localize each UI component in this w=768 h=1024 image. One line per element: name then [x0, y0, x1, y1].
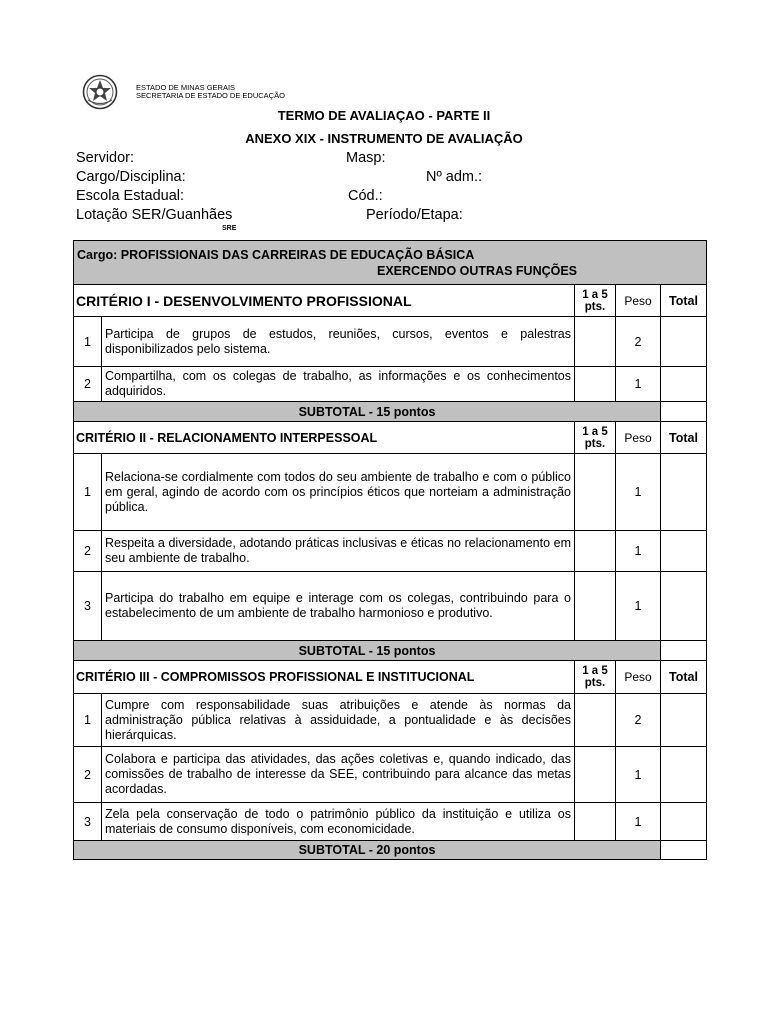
escola-estadual-label: Escola Estadual: — [76, 188, 185, 204]
item-weight: 2 — [616, 317, 661, 367]
subtotal-label: SUBTOTAL - 15 pontos — [74, 641, 661, 661]
item-description: Relaciona-se cordialmente com todos do seu ambiente de trabalho e com o público em geral, agindo de acordo com os princípios éticos que norteiam a administração pública. — [102, 454, 575, 531]
score-cell[interactable] — [575, 747, 616, 803]
state-name: ESTADO DE MINAS GERAIS — [136, 83, 236, 92]
evaluation-table — [73, 240, 707, 860]
table-row — [74, 454, 707, 531]
item-number: 1 — [74, 454, 102, 531]
subtotal-value-cell[interactable] — [661, 841, 707, 860]
institution-name — [136, 84, 285, 100]
criterion-header-row — [74, 422, 707, 454]
score-cell[interactable] — [575, 454, 616, 531]
criterion-title: CRITÉRIO I - DESENVOLVIMENTO PROFISSIONAL — [74, 285, 575, 317]
subtotal-value-cell[interactable] — [661, 641, 707, 661]
cargo-header-cell — [74, 241, 707, 285]
total-column-header: Total — [661, 285, 707, 317]
subtotal-label: SUBTOTAL - 20 pontos — [74, 841, 661, 860]
total-cell[interactable] — [661, 803, 707, 841]
item-description: Participa do trabalho em equipe e interage com os colegas, contribuindo para o estabelecimento de um ambiente de trabalho harmonioso e produtivo. — [102, 572, 575, 641]
item-weight: 1 — [616, 454, 661, 531]
periodo-etapa-label: Período/Etapa: — [366, 207, 463, 223]
table-row — [74, 694, 707, 747]
table-row — [74, 572, 707, 641]
item-description: Participa de grupos de estudos, reuniões, cursos, eventos e palestras disponibilizados pelo sistema. — [102, 317, 575, 367]
item-weight: 2 — [616, 694, 661, 747]
item-weight: 1 — [616, 572, 661, 641]
secretariat-name: SECRETARIA DE ESTADO DE EDUCAÇÃO — [136, 91, 285, 100]
item-number: 1 — [74, 694, 102, 747]
total-cell[interactable] — [661, 367, 707, 402]
item-number: 1 — [74, 317, 102, 367]
table-row — [74, 367, 707, 402]
cargo-disciplina-label: Cargo/Disciplina: — [76, 169, 186, 185]
score-cell[interactable] — [575, 694, 616, 747]
item-description: Cumpre com responsabilidade suas atribuições e atende às normas da administração pública relativas à assiduidade, a pontualidade e às decisões hierárquicas. — [102, 694, 575, 747]
subtotal-row — [74, 841, 707, 860]
criterion-title: CRITÉRIO III - COMPROMISSOS PROFISSIONAL E INSTITUCIONAL — [74, 661, 575, 694]
total-cell[interactable] — [661, 531, 707, 572]
weight-column-header: Peso — [616, 661, 661, 694]
points-column-header — [575, 285, 616, 317]
points-column-header — [575, 422, 616, 454]
codigo-label: Cód.: — [348, 188, 383, 204]
score-cell[interactable] — [575, 367, 616, 402]
item-description: Compartilha, com os colegas de trabalho, as informações e os conhecimentos adquiridos. — [102, 367, 575, 402]
total-cell[interactable] — [661, 317, 707, 367]
subtotal-label: SUBTOTAL - 15 pontos — [74, 402, 661, 422]
points-range-label: 1 a 5 — [582, 665, 608, 677]
item-description: Respeita a diversidade, adotando práticas inclusivas e éticas no relacionamento em seu ambiente de trabalho. — [102, 531, 575, 572]
total-cell[interactable] — [661, 694, 707, 747]
score-cell[interactable] — [575, 803, 616, 841]
item-number: 2 — [74, 531, 102, 572]
item-number: 3 — [74, 572, 102, 641]
total-column-header: Total — [661, 422, 707, 454]
total-cell[interactable] — [661, 747, 707, 803]
masp-label: Masp: — [346, 150, 386, 166]
points-unit-label: pts. — [584, 677, 606, 689]
item-description: Zela pela conservação de todo o patrimônio público da instituição e utiliza os materiais de consumo disponíveis, com economicidade. — [102, 803, 575, 841]
cargo-row — [74, 241, 707, 285]
document-title: TERMO DE AVALIAÇAO - PARTE II — [277, 108, 491, 123]
score-cell[interactable] — [575, 531, 616, 572]
score-cell[interactable] — [575, 317, 616, 367]
item-number: 2 — [74, 367, 102, 402]
item-weight: 1 — [616, 367, 661, 402]
subtotal-row — [74, 402, 707, 422]
table-row — [74, 531, 707, 572]
subtotal-row — [74, 641, 707, 661]
weight-column-header: Peso — [616, 285, 661, 317]
points-unit-label: pts. — [584, 437, 606, 450]
weight-column-header: Peso — [616, 422, 661, 454]
table-row — [74, 747, 707, 803]
criterion-title: CRITÉRIO II - RELACIONAMENTO INTERPESSOAL — [74, 422, 575, 454]
servidor-label: Servidor: — [76, 150, 135, 166]
numero-adm-label: Nº adm.: — [426, 169, 483, 185]
points-range-label: 1 a 5 — [582, 425, 608, 438]
item-number: 3 — [74, 803, 102, 841]
subtotal-value-cell[interactable] — [661, 402, 707, 422]
item-description: Colabora e participa das atividades, das ações coletivas e, quando indicado, das comissões de trabalho de interesse da SEE, contribuindo para alcance das metas acordadas. — [102, 747, 575, 803]
item-number: 2 — [74, 747, 102, 803]
points-column-header — [575, 661, 616, 694]
criterion-header-row — [74, 661, 707, 694]
table-row — [74, 803, 707, 841]
document-header — [82, 74, 285, 110]
cargo-line-2: EXERCENDO OUTRAS FUNÇÕES — [377, 263, 578, 278]
score-cell[interactable] — [575, 572, 616, 641]
table-row — [74, 317, 707, 367]
document-subtitle: ANEXO XIX - INSTRUMENTO DE AVALIAÇÃO — [245, 131, 523, 146]
points-range-label: 1 a 5 — [582, 288, 608, 301]
cargo-line-1: Cargo: PROFISSIONAIS DAS CARREIRAS DE EDUCAÇÃO BÁSICA — [77, 247, 475, 262]
state-seal-icon — [82, 74, 118, 110]
sre-label: SRE — [222, 225, 237, 232]
total-cell[interactable] — [661, 454, 707, 531]
lotacao-label: Lotação SER/Guanhães — [76, 207, 233, 223]
points-unit-label: pts. — [584, 300, 606, 313]
total-column-header: Total — [661, 661, 707, 694]
criterion-header-row — [74, 285, 707, 317]
item-weight: 1 — [616, 531, 661, 572]
item-weight: 1 — [616, 803, 661, 841]
item-weight: 1 — [616, 747, 661, 803]
total-cell[interactable] — [661, 572, 707, 641]
